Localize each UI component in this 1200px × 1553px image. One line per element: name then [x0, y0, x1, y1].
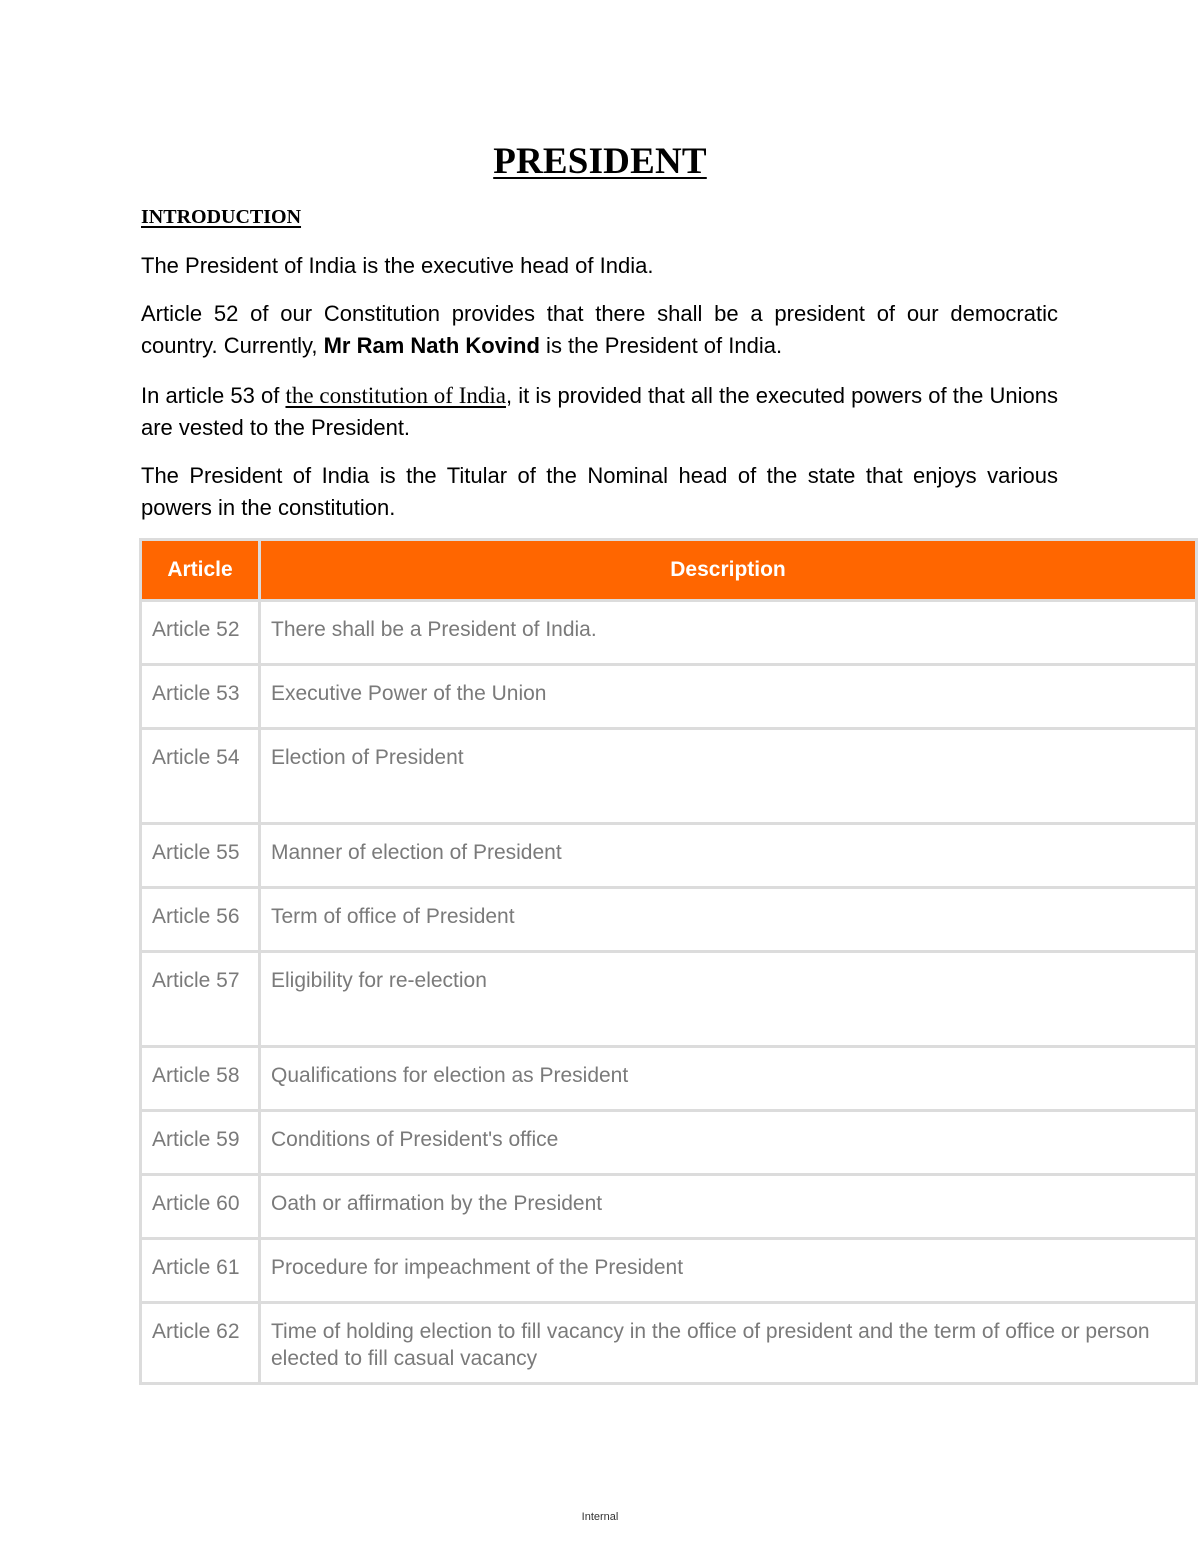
description-cell: Eligibility for re-election	[260, 952, 1197, 1047]
table-row	[141, 952, 1197, 1047]
description-cell: Election of President	[260, 729, 1197, 824]
article-cell: Article 55	[141, 824, 260, 888]
header-article: Article	[141, 540, 260, 601]
description-cell: Qualifications for election as President	[260, 1047, 1197, 1111]
paragraph-text: In article 53 of	[141, 383, 286, 408]
constitution-link[interactable]: the constitution of India	[285, 383, 506, 408]
paragraph-article-52	[141, 298, 1058, 362]
description-cell: Term of office of President	[260, 888, 1197, 952]
description-cell: Oath or affirmation by the President	[260, 1175, 1197, 1239]
description-cell: There shall be a President of India.	[260, 601, 1197, 665]
table-row	[141, 888, 1197, 952]
page-title: PRESIDENT	[493, 141, 707, 182]
table-row	[141, 1047, 1197, 1111]
article-cell: Article 52	[141, 601, 260, 665]
article-cell: Article 61	[141, 1239, 260, 1303]
description-cell: Conditions of President's office	[260, 1111, 1197, 1175]
table-row	[141, 1175, 1197, 1239]
description-cell: Procedure for impeachment of the President	[260, 1239, 1197, 1303]
article-cell: Article 60	[141, 1175, 260, 1239]
paragraph-titular-head: The President of India is the Titular of the Nominal head of the state that enjoys various powers in the constitution.	[141, 463, 1058, 520]
header-description: Description	[260, 540, 1197, 601]
table-header-row	[141, 540, 1197, 601]
description-cell: Time of holding election to fill vacancy in the office of president and the term of office or person elected to fill casual vacancy	[260, 1303, 1197, 1384]
table-row	[141, 1239, 1197, 1303]
paragraph-article-53	[141, 380, 1058, 444]
table-row	[141, 824, 1197, 888]
article-cell: Article 57	[141, 952, 260, 1047]
paragraph-text: , it is provided that all the executed powers of the Unions are vested to the President.	[141, 383, 1058, 440]
table-row	[141, 1303, 1197, 1384]
article-cell: Article 58	[141, 1047, 260, 1111]
president-name: Mr Ram Nath Kovind	[323, 333, 540, 358]
paragraph-executive-head: The President of India is the executive head of India.	[141, 253, 654, 278]
article-cell: Article 53	[141, 665, 260, 729]
paragraph-text: Article 52 of our Constitution provides that there shall be a president of our democratic country. Currently,	[141, 301, 1058, 358]
article-cell: Article 54	[141, 729, 260, 824]
table-row	[141, 601, 1197, 665]
articles-table	[139, 538, 1198, 1385]
article-cell: Article 56	[141, 888, 260, 952]
description-cell: Manner of election of President	[260, 824, 1197, 888]
footer-classification-label: Internal	[581, 1511, 619, 1523]
section-heading-introduction: INTRODUCTION	[141, 206, 302, 228]
article-cell: Article 59	[141, 1111, 260, 1175]
article-cell: Article 62	[141, 1303, 260, 1384]
table-row	[141, 665, 1197, 729]
paragraph-text: is the President of India.	[539, 333, 783, 358]
table-row	[141, 1111, 1197, 1175]
description-cell: Executive Power of the Union	[260, 665, 1197, 729]
table-row	[141, 729, 1197, 824]
